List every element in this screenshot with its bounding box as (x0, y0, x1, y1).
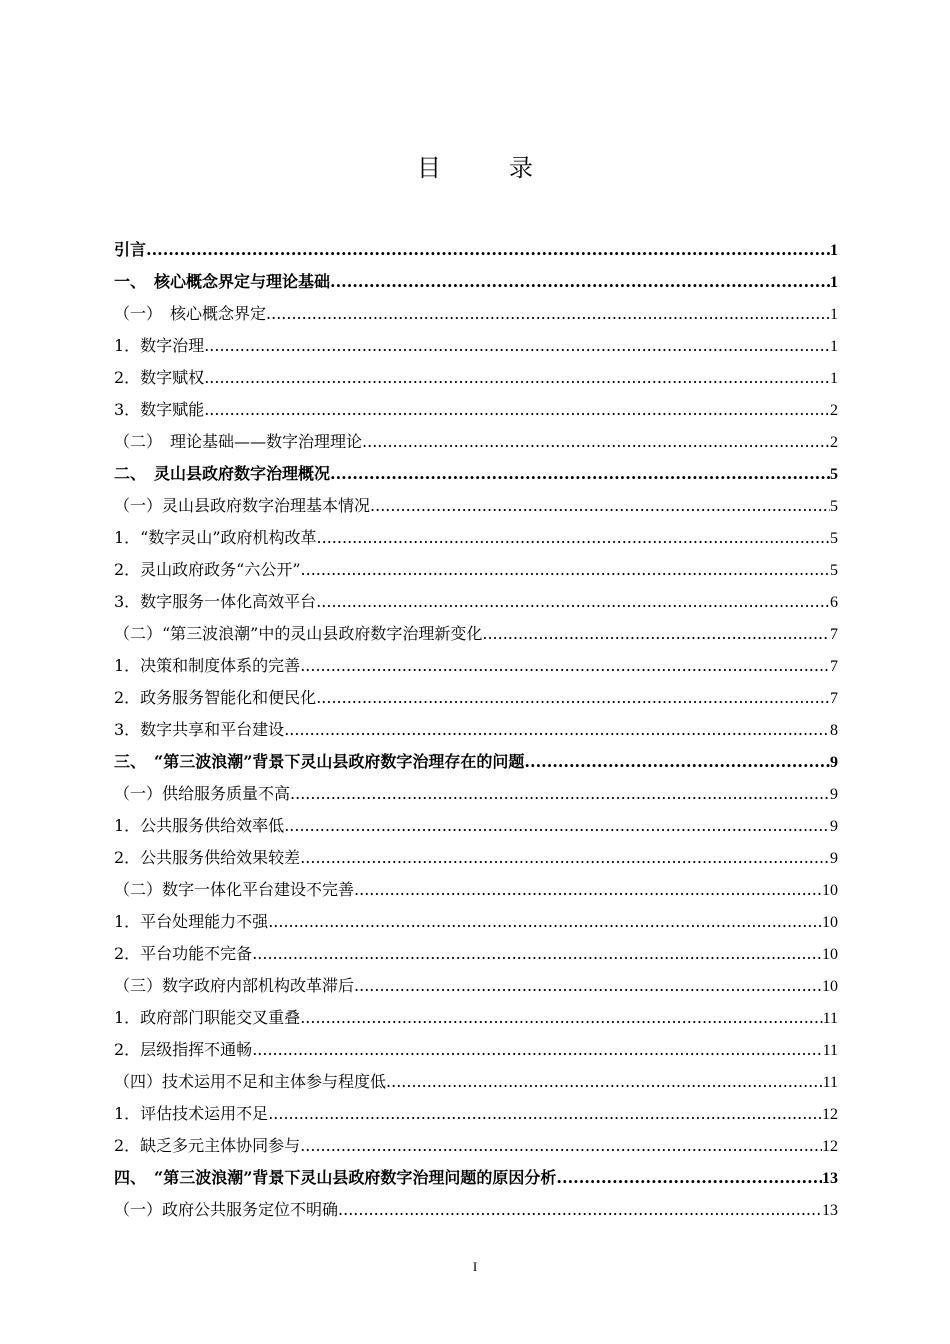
toc-entry[interactable] (114, 1066, 838, 1098)
toc-entry-page-number: 9 (830, 818, 838, 835)
dot-leader (268, 1098, 822, 1130)
toc-entry-label: 1．决策和制度体系的完善 (114, 656, 301, 675)
toc-entry[interactable] (114, 714, 838, 746)
toc-entry-label: 三、 “第三波浪潮”背景下灵山县政府数字治理存在的问题 (114, 752, 525, 771)
toc-entry[interactable] (114, 1130, 838, 1162)
dot-leader (482, 618, 830, 650)
toc-entry-page-number: 10 (822, 914, 838, 931)
toc-entry-label: 二、 灵山县政府数字治理概况 (114, 464, 331, 483)
toc-entry-page-number: 1 (830, 306, 838, 323)
toc-entry[interactable] (114, 1194, 838, 1226)
toc-entry[interactable] (114, 842, 838, 874)
dot-leader (354, 874, 822, 906)
toc-entry[interactable] (114, 490, 838, 522)
toc-entry-page-number: 13 (822, 1202, 838, 1219)
dot-leader (266, 298, 830, 330)
dot-leader (386, 1066, 823, 1098)
toc-entry[interactable] (114, 906, 838, 938)
toc-entry-label: 2．政务服务智能化和便民化 (114, 688, 317, 707)
dot-leader (146, 234, 830, 266)
dot-leader (524, 746, 830, 778)
toc-entry[interactable] (114, 554, 838, 586)
toc-entry-label: 1．数字治理 (114, 336, 205, 355)
toc-entry[interactable] (114, 234, 838, 266)
toc-entry-label: 2．灵山政府政务“六公开” (114, 560, 301, 579)
toc-entry[interactable] (114, 650, 838, 682)
toc-entry-page-number: 5 (830, 530, 838, 547)
toc-entry-page-number: 1 (830, 370, 838, 387)
table-of-contents (114, 234, 838, 1226)
toc-entry-page-number: 13 (822, 1170, 838, 1187)
dot-leader (316, 586, 830, 618)
toc-entry[interactable] (114, 266, 838, 298)
dot-leader (316, 682, 830, 714)
toc-entry-label: （四）技术运用不足和主体参与程度低 (114, 1072, 387, 1091)
dot-leader (268, 906, 822, 938)
toc-entry-page-number: 1 (830, 242, 838, 259)
toc-entry[interactable] (114, 938, 838, 970)
toc-entry-page-number: 7 (830, 658, 838, 675)
toc-entry-label: （一）政府公共服务定位不明确 (114, 1200, 339, 1219)
toc-entry-label: （一）灵山县政府数字治理基本情况 (114, 496, 371, 515)
toc-entry-page-number: 5 (830, 466, 838, 483)
toc-entry-label: （二） 理论基础——数字治理理论 (114, 432, 363, 451)
toc-entry-label: 3．数字共享和平台建设 (114, 720, 285, 739)
toc-entry[interactable] (114, 1034, 838, 1066)
toc-entry-page-number: 5 (830, 498, 838, 515)
toc-entry[interactable] (114, 1162, 838, 1194)
toc-entry[interactable] (114, 458, 838, 490)
toc-entry-page-number: 2 (830, 402, 838, 419)
toc-entry[interactable] (114, 618, 838, 650)
toc-entry-page-number: 10 (822, 978, 838, 995)
toc-entry-page-number: 7 (830, 690, 838, 707)
toc-title: 目 录 (417, 154, 555, 182)
toc-entry[interactable] (114, 394, 838, 426)
toc-entry-page-number: 1 (830, 274, 838, 291)
dot-leader (300, 1002, 822, 1034)
toc-entry-page-number: 9 (830, 786, 838, 803)
toc-entry-page-number: 7 (830, 626, 838, 643)
toc-entry-page-number: 12 (822, 1106, 838, 1123)
toc-entry-label: 四、 “第三波浪潮”背景下灵山县政府数字治理问题的原因分析 (114, 1168, 557, 1187)
dot-leader (204, 394, 830, 426)
toc-entry-page-number: 11 (822, 1010, 838, 1027)
toc-entry-label: 一、 核心概念界定与理论基础 (114, 272, 331, 291)
dot-leader (252, 1034, 822, 1066)
dot-leader (290, 778, 830, 810)
dot-leader (204, 330, 830, 362)
toc-entry[interactable] (114, 746, 838, 778)
dot-leader (301, 554, 830, 586)
dot-leader (252, 938, 822, 970)
toc-entry-page-number: 1 (830, 338, 838, 355)
dot-leader (204, 362, 830, 394)
toc-entry-page-number: 9 (830, 850, 838, 867)
toc-entry-page-number: 9 (830, 754, 838, 771)
dot-leader (284, 810, 830, 842)
toc-entry[interactable] (114, 586, 838, 618)
toc-entry-label: 2．层级指挥不通畅 (114, 1040, 253, 1059)
toc-entry-page-number: 11 (822, 1074, 838, 1091)
toc-entry-label: 1．公共服务供给效率低 (114, 816, 285, 835)
toc-entry-page-number: 12 (822, 1138, 838, 1155)
dot-leader (284, 714, 830, 746)
toc-entry[interactable] (114, 426, 838, 458)
dot-leader (330, 458, 830, 490)
toc-entry-label: （二）数字一体化平台建设不完善 (114, 880, 355, 899)
toc-entry-label: （二）“第三波浪潮”中的灵山县政府数字治理新变化 (114, 624, 483, 643)
toc-entry-label: 2．平台功能不完备 (114, 944, 253, 963)
toc-entry-label: （一） 核心概念界定 (114, 304, 267, 323)
toc-entry[interactable] (114, 970, 838, 1002)
toc-entry[interactable] (114, 1098, 838, 1130)
dot-leader (300, 842, 830, 874)
toc-entry[interactable] (114, 330, 838, 362)
dot-leader (370, 490, 830, 522)
toc-entry[interactable] (114, 682, 838, 714)
toc-entry-page-number: 2 (830, 434, 838, 451)
toc-entry-page-number: 11 (822, 1042, 838, 1059)
toc-entry[interactable] (114, 778, 838, 810)
toc-entry-page-number: 10 (822, 882, 838, 899)
toc-entry[interactable] (114, 874, 838, 906)
page-number: I (472, 1259, 478, 1274)
toc-entry-label: 2．缺乏多元主体协同参与 (114, 1136, 301, 1155)
dot-leader (556, 1162, 822, 1194)
toc-entry[interactable] (114, 298, 838, 330)
dot-leader (300, 650, 830, 682)
toc-entry-page-number: 10 (822, 946, 838, 963)
toc-entry[interactable] (114, 362, 838, 394)
toc-entry-label: 1．评估技术运用不足 (114, 1104, 269, 1123)
dot-leader (300, 1130, 822, 1162)
toc-entry-label: 1．政府部门职能交叉重叠 (114, 1008, 301, 1027)
toc-entry-label: 2．数字赋权 (114, 368, 205, 387)
toc-entry-page-number: 8 (830, 722, 838, 739)
toc-entry-label: （三）数字政府内部机构改革滞后 (114, 976, 355, 995)
dot-leader (330, 266, 830, 298)
dot-leader (362, 426, 830, 458)
dot-leader (317, 522, 830, 554)
dot-leader (354, 970, 822, 1002)
toc-entry[interactable] (114, 522, 838, 554)
toc-entry-label: 2．公共服务供给效果较差 (114, 848, 301, 867)
toc-entry-label: 1．平台处理能力不强 (114, 912, 269, 931)
toc-entry-label: 1．“数字灵山”政府机构改革 (114, 528, 317, 547)
toc-entry-label: 3．数字服务一体化高效平台 (114, 592, 317, 611)
toc-entry-label: （一）供给服务质量不高 (114, 784, 291, 803)
toc-entry[interactable] (114, 1002, 838, 1034)
dot-leader (338, 1194, 822, 1226)
toc-entry-label: 3．数字赋能 (114, 400, 205, 419)
toc-entry-label: 引言 (114, 240, 147, 259)
toc-entry[interactable] (114, 810, 838, 842)
toc-entry-page-number: 5 (830, 562, 838, 579)
toc-entry-page-number: 6 (830, 594, 838, 611)
